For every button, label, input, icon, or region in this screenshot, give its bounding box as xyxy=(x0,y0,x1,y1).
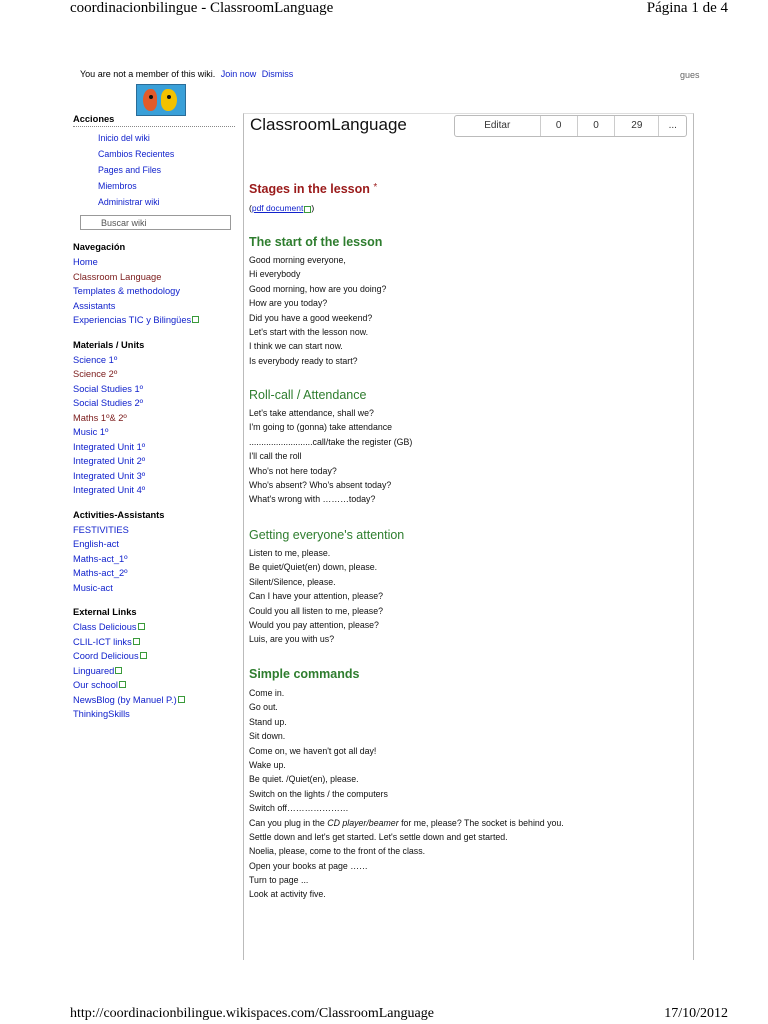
list-item: Be quiet. /Quiet(en), please. xyxy=(249,774,359,785)
sidebar-item-miembros[interactable]: Miembros xyxy=(98,181,137,191)
list-item: Would you pay attention, please? xyxy=(249,619,379,630)
sidebar-item-music-act[interactable]: Music-act xyxy=(73,582,113,593)
sidebar-item-social-2[interactable]: Social Studies 2º xyxy=(73,398,144,408)
external-link-icon xyxy=(138,623,145,630)
list-item: Switch off………………… xyxy=(249,803,349,814)
list-item: ..........................call/take the register (GB) xyxy=(249,436,413,447)
pdf-open-paren: ( xyxy=(249,203,252,213)
sidebar-item-experiencias[interactable] xyxy=(73,313,235,328)
sidebar-item-linguared[interactable] xyxy=(73,664,235,679)
external-link-icon xyxy=(119,681,126,688)
external-link-icon xyxy=(115,667,122,674)
list-item: Look at activity five. xyxy=(249,889,326,900)
start-lines xyxy=(249,253,386,368)
dismiss-link[interactable]: Dismiss xyxy=(261,69,294,79)
list-item: Good morning, how are you doing? xyxy=(249,283,387,294)
count-3-button[interactable]: 29 xyxy=(615,116,659,136)
sidebar-item-integrated-4[interactable]: Integrated Unit 4º xyxy=(73,485,146,495)
pdf-close-paren: ) xyxy=(311,203,315,213)
plug-post: for me, please? The socket is behind you. xyxy=(398,817,564,828)
activities-list xyxy=(73,523,235,596)
pdf-document-link[interactable]: pdf document xyxy=(251,203,304,213)
sidebar xyxy=(73,114,235,722)
list-item: Who's not here today? xyxy=(249,465,337,476)
sidebar-item-our-school[interactable] xyxy=(73,678,235,693)
list-item: Be quiet/Quiet(en) down, please. xyxy=(249,562,378,573)
sidebar-external-title: External Links xyxy=(73,607,137,617)
sidebar-item-newsblog[interactable] xyxy=(73,693,235,708)
sidebar-item-class-delicious[interactable] xyxy=(73,620,235,635)
sidebar-item-integrated-1[interactable]: Integrated Unit 1º xyxy=(73,441,146,452)
list-item: Stand up. xyxy=(249,716,287,727)
sidebar-item-label: Experiencias TIC y Bilingües xyxy=(73,315,192,325)
sidebar-item-science-1[interactable]: Science 1º xyxy=(73,354,118,365)
sidebar-item-pages-files[interactable]: Pages and Files xyxy=(98,165,162,175)
list-item: I'll call the roll xyxy=(249,451,302,462)
attention-lines xyxy=(249,546,383,647)
print-page-number: Página 1 de 4 xyxy=(646,0,728,16)
list-item: Let's take attendance, shall we? xyxy=(249,408,374,418)
external-link-icon xyxy=(192,316,199,323)
sidebar-item-integrated-2[interactable]: Integrated Unit 2º xyxy=(73,456,146,466)
print-header xyxy=(70,0,728,22)
list-item: Listen to me, please. xyxy=(249,548,331,558)
list-item: Switch on the lights / the computers xyxy=(249,788,388,799)
external-link-icon xyxy=(140,652,147,659)
plug-pre: Can you plug in the xyxy=(249,817,328,828)
sidebar-item-label: Class Delicious xyxy=(73,622,137,632)
sidebar-item-templates[interactable]: Templates & methodology xyxy=(73,286,180,296)
roll-heading: Roll-call / Attendance xyxy=(249,388,367,402)
list-item: Could you all listen to me, please? xyxy=(249,605,383,616)
list-item: How are you today? xyxy=(249,298,328,309)
external-link-icon xyxy=(178,696,185,703)
count-1-button[interactable]: 0 xyxy=(541,116,578,136)
print-footer-date: 17/10/2012 xyxy=(664,1006,728,1021)
list-item: Is everybody ready to start? xyxy=(249,355,358,366)
commands-lines xyxy=(249,686,564,902)
list-item: Did you have a good weekend? xyxy=(249,312,373,323)
sidebar-item-assistants[interactable]: Assistants xyxy=(73,300,116,311)
list-item: I think we can start now. xyxy=(249,341,343,352)
list-item: Go out. xyxy=(249,702,278,713)
print-footer-url: http://coordinacionbilingue.wikispaces.com/ClassroomLanguage xyxy=(70,1006,434,1021)
sidebar-item-cambios[interactable]: Cambios Recientes xyxy=(98,149,175,159)
navegacion-list xyxy=(73,255,235,328)
sidebar-item-maths-act-2[interactable]: Maths-act_2º xyxy=(73,568,128,578)
count-2-button[interactable]: 0 xyxy=(578,116,615,136)
list-item: Open your books at page …… xyxy=(249,860,368,871)
stages-heading-text: Stages in the lesson xyxy=(249,182,370,196)
sidebar-item-integrated-3[interactable]: Integrated Unit 3º xyxy=(73,470,146,481)
sidebar-item-social-1[interactable]: Social Studies 1º xyxy=(73,383,144,394)
sidebar-item-thinkingskills[interactable]: ThinkingSkills xyxy=(73,709,130,719)
roll-lines xyxy=(249,406,412,507)
sidebar-item-classroom-language[interactable]: Classroom Language xyxy=(73,271,162,282)
list-item: Hi everybody xyxy=(249,269,301,280)
sidebar-item-english-act[interactable]: English-act xyxy=(73,539,119,549)
sidebar-item-home[interactable]: Home xyxy=(73,257,98,267)
page-title: ClassroomLanguage xyxy=(250,115,407,134)
sidebar-activities-title: Activities-Assistants xyxy=(73,509,165,520)
pdf-line xyxy=(249,203,314,213)
list-item: Sit down. xyxy=(249,731,286,742)
edit-button[interactable]: Editar xyxy=(455,116,541,136)
list-item: Come on, we haven't got all day! xyxy=(249,745,377,756)
sidebar-item-festivities[interactable]: FESTIVITIES xyxy=(73,524,129,535)
sidebar-item-label: NewsBlog (by Manuel P.) xyxy=(73,694,177,705)
list-item: What's wrong with ………today? xyxy=(249,494,376,505)
list-item: Good morning everyone, xyxy=(249,255,346,265)
sidebar-item-maths[interactable]: Maths 1º& 2º xyxy=(73,412,127,423)
sidebar-item-inicio[interactable]: Inicio del wiki xyxy=(98,133,150,143)
list-item xyxy=(249,816,564,830)
page-toolbar xyxy=(454,115,687,137)
sidebar-item-label: Linguared xyxy=(73,665,115,676)
sidebar-navegacion-title: Navegación xyxy=(73,242,126,252)
acciones-list xyxy=(98,130,235,210)
sidebar-item-music-1[interactable]: Music 1º xyxy=(73,427,109,437)
join-now-link[interactable]: Join now xyxy=(220,69,257,79)
list-item: Let's start with the lesson now. xyxy=(249,326,369,337)
materials-list xyxy=(73,353,235,498)
list-item: Who's absent? Who's absent today? xyxy=(249,479,392,490)
sidebar-materials-title: Materials / Units xyxy=(73,339,145,350)
sidebar-item-label: Our school xyxy=(73,680,118,690)
list-item: Silent/Silence, please. xyxy=(249,576,336,587)
external-list xyxy=(73,620,235,722)
membership-notice xyxy=(80,69,293,79)
sidebar-item-clil-ict[interactable] xyxy=(73,635,235,650)
list-item: Noelia, please, come to the front of the class. xyxy=(249,846,426,857)
commands-heading: Simple commands xyxy=(249,667,360,681)
more-button[interactable]: ... xyxy=(668,120,677,131)
print-header-title: coordinacionbilingue - ClassroomLanguage xyxy=(70,0,334,16)
wiki-logo-icon[interactable] xyxy=(136,84,186,116)
list-item: Wake up. xyxy=(249,759,286,770)
sidebar-item-coord-delicious[interactable] xyxy=(73,649,235,664)
notice-text: You are not a member of this wiki. xyxy=(80,69,216,79)
sidebar-item-administrar[interactable]: Administrar wiki xyxy=(98,197,160,207)
list-item: Can I have your attention, please? xyxy=(249,591,383,602)
attention-heading: Getting everyone's attention xyxy=(249,528,405,542)
stages-heading xyxy=(249,182,377,196)
list-item: I'm going to (gonna) take attendance xyxy=(249,422,393,433)
sidebar-item-science-2[interactable]: Science 2º xyxy=(73,369,118,379)
sidebar-item-label: Coord Delicious xyxy=(73,651,139,661)
stages-star: * xyxy=(373,182,378,193)
external-link-icon xyxy=(133,638,140,645)
sidebar-acciones-title: Acciones xyxy=(73,114,235,127)
list-item: Come in. xyxy=(249,688,285,698)
search-input[interactable]: Buscar wiki xyxy=(80,215,231,230)
sidebar-item-label: CLIL-ICT links xyxy=(73,636,132,647)
list-item: Luis, are you with us? xyxy=(249,634,335,645)
start-heading: The start of the lesson xyxy=(249,235,383,249)
plug-em: CD player/beamer xyxy=(327,817,399,828)
guest-label: gues xyxy=(680,70,700,80)
list-item: Turn to page ... xyxy=(249,875,309,886)
list-item: Settle down and let's get started. Let's settle down and get started. xyxy=(249,831,508,842)
sidebar-item-maths-act-1[interactable]: Maths-act_1º xyxy=(73,553,128,564)
